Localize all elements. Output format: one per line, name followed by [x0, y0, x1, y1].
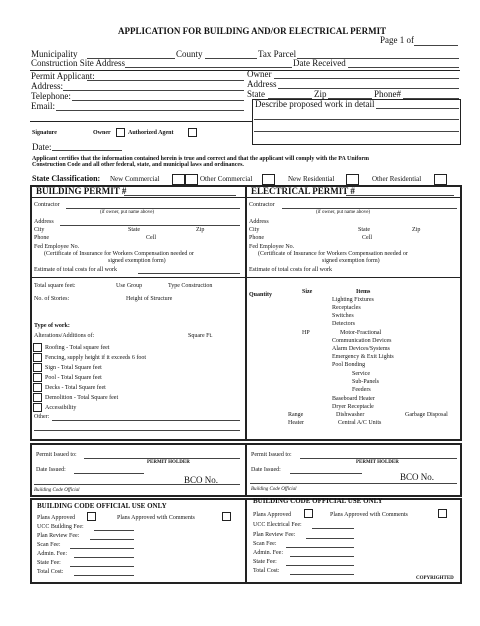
- building-contractor-field[interactable]: [66, 208, 240, 209]
- work-item-pool: Pool - Total Square feet: [45, 375, 102, 381]
- sqft-label: Total square feet:: [34, 283, 76, 289]
- building-plans-approved-label: Plans Approved: [37, 515, 76, 521]
- address-field[interactable]: [63, 90, 244, 91]
- date-received-label: Date Received: [293, 58, 346, 68]
- new-commercial-checkbox-2[interactable]: [185, 174, 198, 185]
- county-field[interactable]: [205, 58, 257, 59]
- applicant-label: Permit Applicant:: [31, 71, 95, 81]
- electrical-cell-label: Cell: [362, 235, 372, 241]
- construction-site-label: Construction Site Address: [31, 58, 125, 68]
- quantity-header: Quantity: [249, 292, 273, 298]
- electrical-contractor-field[interactable]: [282, 208, 457, 209]
- signature-label: Signature: [32, 130, 57, 136]
- other-label: Other:: [34, 414, 50, 420]
- building-office-title: BUILDING CODE OFFICIAL USE ONLY: [37, 502, 167, 510]
- certification-text: Applicant certifies that the information contained herein is true and correct and that the applicant will comply with the PA Uniform: [32, 156, 369, 162]
- accessibility-checkbox[interactable]: [33, 403, 42, 412]
- electrical-bco-label: BCO No.: [400, 472, 435, 482]
- page-count-field[interactable]: [414, 45, 458, 46]
- telephone-field[interactable]: [72, 100, 244, 101]
- owner-phone-label: Phone#: [374, 89, 401, 99]
- building-issued-to-label: Permit Issued to:: [36, 452, 77, 458]
- electrical-issued-to-label: Permit Issued to:: [251, 452, 292, 458]
- building-plans-approved-checkbox[interactable]: [87, 512, 96, 521]
- electrical-estimate-label: Estimate of total costs for all work: [249, 267, 332, 273]
- building-cell-label: Cell: [146, 235, 156, 241]
- new-residential-checkbox[interactable]: [346, 174, 359, 185]
- electrical-state-fee-field[interactable]: [286, 565, 354, 566]
- building-total-cost-field[interactable]: [74, 575, 134, 576]
- building-state-label: State: [128, 227, 140, 233]
- decks-checkbox[interactable]: [33, 383, 42, 392]
- item-baseboard: Baseboard Heater: [332, 396, 375, 402]
- building-permit-number-field[interactable]: [124, 195, 236, 196]
- owner-field[interactable]: [274, 78, 459, 79]
- building-admin-fee-field[interactable]: [74, 557, 134, 558]
- building-admin-fee-label: Admin. Fee:: [37, 551, 67, 557]
- item-pool-bonding: Pool Bonding: [332, 362, 366, 368]
- electrical-with-comments-label: Plans Approved with Comments: [330, 512, 408, 518]
- building-total-cost-label: Total Cost:: [37, 569, 64, 575]
- building-with-comments-label: Plans Approved with Comments: [117, 515, 195, 521]
- new-commercial-checkbox[interactable]: [172, 174, 185, 185]
- stories-label: No. of Stories:: [34, 296, 70, 302]
- type-of-work-label: Type of work:: [34, 323, 70, 329]
- item-alarm: Alarm Devices/Systems: [332, 346, 390, 352]
- applicant-field[interactable]: [87, 80, 244, 81]
- electrical-permit-title: ELECTRICAL PERMIT #: [251, 186, 355, 196]
- demolition-checkbox[interactable]: [33, 393, 42, 402]
- work-item-fencing: Fencing, supply height if it exceeds 6 foot: [45, 355, 146, 361]
- building-contractor-note: (if owner, put name above): [100, 210, 155, 215]
- electrical-plans-approved-checkbox[interactable]: [304, 509, 313, 518]
- building-permit-holder: PERMIT HOLDER: [147, 460, 190, 465]
- roofing-checkbox[interactable]: [33, 343, 42, 352]
- building-city-label: City: [34, 227, 45, 233]
- owner-checkbox[interactable]: [116, 128, 125, 137]
- item-dishwasher: Dishwasher: [336, 412, 365, 418]
- owner-state-label: State: [247, 89, 265, 99]
- items-header: Items: [356, 289, 371, 295]
- other-residential-checkbox[interactable]: [434, 174, 447, 185]
- item-feeders: Feeders: [352, 387, 371, 393]
- building-state-fee-field[interactable]: [70, 566, 134, 567]
- building-scan-fee-label: Scan Fee:: [37, 542, 61, 548]
- date-label: Date:: [32, 142, 52, 152]
- building-address-field[interactable]: [60, 225, 240, 226]
- building-date-issued-field[interactable]: [74, 473, 144, 474]
- other-commercial-checkbox[interactable]: [262, 174, 275, 185]
- electrical-plans-approved-label: Plans Approved: [253, 512, 292, 518]
- owner-check-label: Owner: [93, 130, 111, 136]
- electrical-official-label: Building Code Official: [251, 487, 297, 492]
- owner-address-label: Address: [247, 79, 277, 89]
- item-motor: Motor-Fractional: [340, 330, 382, 336]
- building-estimate-field[interactable]: [138, 273, 240, 274]
- owner-zip-label: Zip: [314, 89, 327, 99]
- electrical-contractor-label: Contractor: [249, 202, 275, 208]
- construction-site-field[interactable]: [125, 67, 292, 68]
- electrical-state-fee-label: State Fee:: [253, 559, 277, 565]
- municipality-label: Municipality: [31, 49, 78, 59]
- item-garbage: Garbage Disposal: [405, 412, 448, 418]
- electrical-scan-fee-field[interactable]: [286, 547, 354, 548]
- item-heater: Heater: [288, 420, 304, 426]
- electrical-date-issued-label: Date Issued:: [251, 467, 281, 473]
- ucc-building-fee-label: UCC Building Fee:: [37, 524, 84, 530]
- new-residential-label: New Residential: [288, 175, 335, 183]
- item-service: Service: [352, 371, 370, 377]
- page-title: APPLICATION FOR BUILDING AND/OR ELECTRICAL PERMIT: [118, 26, 387, 36]
- electrical-admin-fee-field[interactable]: [290, 556, 354, 557]
- item-subpanels: Sub-Panels: [352, 379, 379, 385]
- owner-address-field[interactable]: [278, 88, 459, 89]
- work-item-sign: Sign - Total Square feet: [45, 365, 102, 371]
- building-contractor-label: Contractor: [34, 202, 60, 208]
- building-cert-note: (Certificate of Insurance for Workers Compensation needed or: [44, 251, 194, 257]
- building-bco-label: BCO No.: [184, 475, 219, 485]
- building-phone-label: Phone: [34, 235, 49, 241]
- copyright-notice: COPYRIGHTED: [416, 576, 454, 581]
- building-official-label: Building Code Official: [34, 488, 80, 493]
- work-item-roofing: Roofing - Total square feet: [45, 345, 110, 351]
- item-switches: Switches: [332, 313, 354, 319]
- building-with-comments-checkbox[interactable]: [222, 512, 231, 521]
- electrical-city-label: City: [249, 227, 260, 233]
- describe-label: Describe proposed work in detail: [255, 99, 375, 109]
- pool-checkbox[interactable]: [33, 373, 42, 382]
- hp-label: HP: [302, 330, 310, 336]
- electrical-cert-note: (Certificate of Insurance for Workers Compensation needed or: [258, 251, 408, 257]
- other-field[interactable]: [52, 420, 240, 421]
- ucc-building-fee-field[interactable]: [94, 530, 134, 531]
- electrical-plan-review-label: Plan Review Fee:: [253, 532, 296, 538]
- item-range: Range: [288, 412, 304, 418]
- tax-parcel-label: Tax Parcel: [258, 49, 297, 59]
- other-residential-label: Other Residential: [372, 175, 422, 183]
- fencing-checkbox[interactable]: [33, 353, 42, 362]
- electrical-plan-review-field[interactable]: [306, 538, 354, 539]
- electrical-date-issued-field[interactable]: [290, 473, 362, 474]
- building-address-label: Address: [34, 219, 54, 225]
- email-field[interactable]: [56, 110, 244, 111]
- electrical-scan-fee-label: Scan Fee:: [253, 541, 277, 547]
- other-commercial-label: Other Commercial: [200, 175, 253, 183]
- use-group-label: Use Group: [116, 283, 143, 289]
- item-dryer: Dryer Receptacle: [332, 404, 374, 410]
- electrical-fed-label: Fed Employee No.: [249, 244, 295, 250]
- building-plan-review-field[interactable]: [90, 539, 134, 540]
- new-commercial-label: New Commercial: [110, 175, 160, 183]
- electrical-admin-fee-label: Admin. Fee:: [253, 550, 283, 556]
- agent-check-label: Authorized Agent: [128, 130, 174, 136]
- height-label: Height of Structure: [126, 296, 173, 302]
- item-central-ac: Central A/C Units: [338, 420, 382, 426]
- work-item-demolition: Demolition - Total Square feet: [45, 395, 119, 401]
- electrical-permit-number-field[interactable]: [346, 195, 454, 196]
- owner-label: Owner: [247, 69, 272, 79]
- electrical-zip-label: Zip: [412, 227, 421, 233]
- electrical-office-title: BUILDING CODE OFFICIAL USE ONLY: [253, 497, 383, 505]
- date-received-field[interactable]: [348, 67, 459, 68]
- work-item-accessibility: Accessibility: [45, 405, 77, 411]
- ucc-electrical-fee-label: UCC Electrical Fee:: [253, 522, 302, 528]
- state-classification-label: State Classification:: [32, 174, 101, 183]
- ucc-electrical-fee-field[interactable]: [312, 528, 354, 529]
- square-ft-label: Square Ft.: [188, 333, 213, 339]
- building-plan-review-label: Plan Review Fee:: [37, 533, 80, 539]
- electrical-issued-to-field[interactable]: [300, 458, 457, 459]
- county-label: County: [176, 49, 203, 59]
- electrical-contractor-note: (if owner, put name above): [316, 210, 371, 215]
- electrical-with-comments-checkbox[interactable]: [438, 509, 447, 518]
- building-cert-note-2: signed exemption form): [108, 258, 166, 264]
- electrical-phone-label: Phone: [249, 235, 264, 241]
- item-communication: Communication Devices: [332, 338, 392, 344]
- agent-checkbox[interactable]: [188, 128, 197, 137]
- item-detectors: Detectors: [332, 321, 355, 327]
- certification-text-2: Construction Code and all other federal, state, and municipal laws and ordinances.: [32, 162, 244, 168]
- building-state-fee-label: State Fee:: [37, 560, 61, 566]
- item-receptacles: Receptacles: [332, 305, 361, 311]
- sign-checkbox[interactable]: [33, 363, 42, 372]
- electrical-total-cost-label: Total Cost:: [253, 568, 280, 574]
- building-estimate-label: Estimate of total costs for all work: [34, 267, 117, 273]
- work-item-decks: Decks - Total Square feet: [45, 385, 106, 391]
- building-fed-label: Fed Employee No.: [34, 244, 80, 250]
- telephone-label: Telephone:: [31, 91, 71, 101]
- electrical-address-label: Address: [249, 219, 269, 225]
- building-zip-label: Zip: [196, 227, 205, 233]
- date-field[interactable]: [52, 150, 122, 151]
- size-header: Size: [302, 289, 313, 295]
- building-issued-to-field[interactable]: [84, 458, 240, 459]
- email-label: Email:: [31, 101, 55, 111]
- item-emergency: Emergency & Exit Lights: [332, 354, 394, 360]
- alterations-label: Alterations/Additions of:: [34, 333, 95, 339]
- item-lighting: Lighting Fixtures: [332, 297, 374, 303]
- electrical-state-label: State: [358, 227, 370, 233]
- electrical-permit-holder: PERMIT HOLDER: [356, 460, 399, 465]
- building-date-issued-label: Date Issued:: [36, 467, 66, 473]
- type-construction-label: Type Construction: [168, 283, 213, 289]
- address-label: Address:: [31, 81, 63, 91]
- electrical-total-cost-field[interactable]: [290, 574, 354, 575]
- page-number: Page 1 of: [380, 35, 414, 45]
- building-permit-title: BUILDING PERMIT #: [36, 186, 127, 196]
- building-scan-fee-field[interactable]: [70, 548, 134, 549]
- electrical-cert-note-2: signed exemption form): [322, 258, 380, 264]
